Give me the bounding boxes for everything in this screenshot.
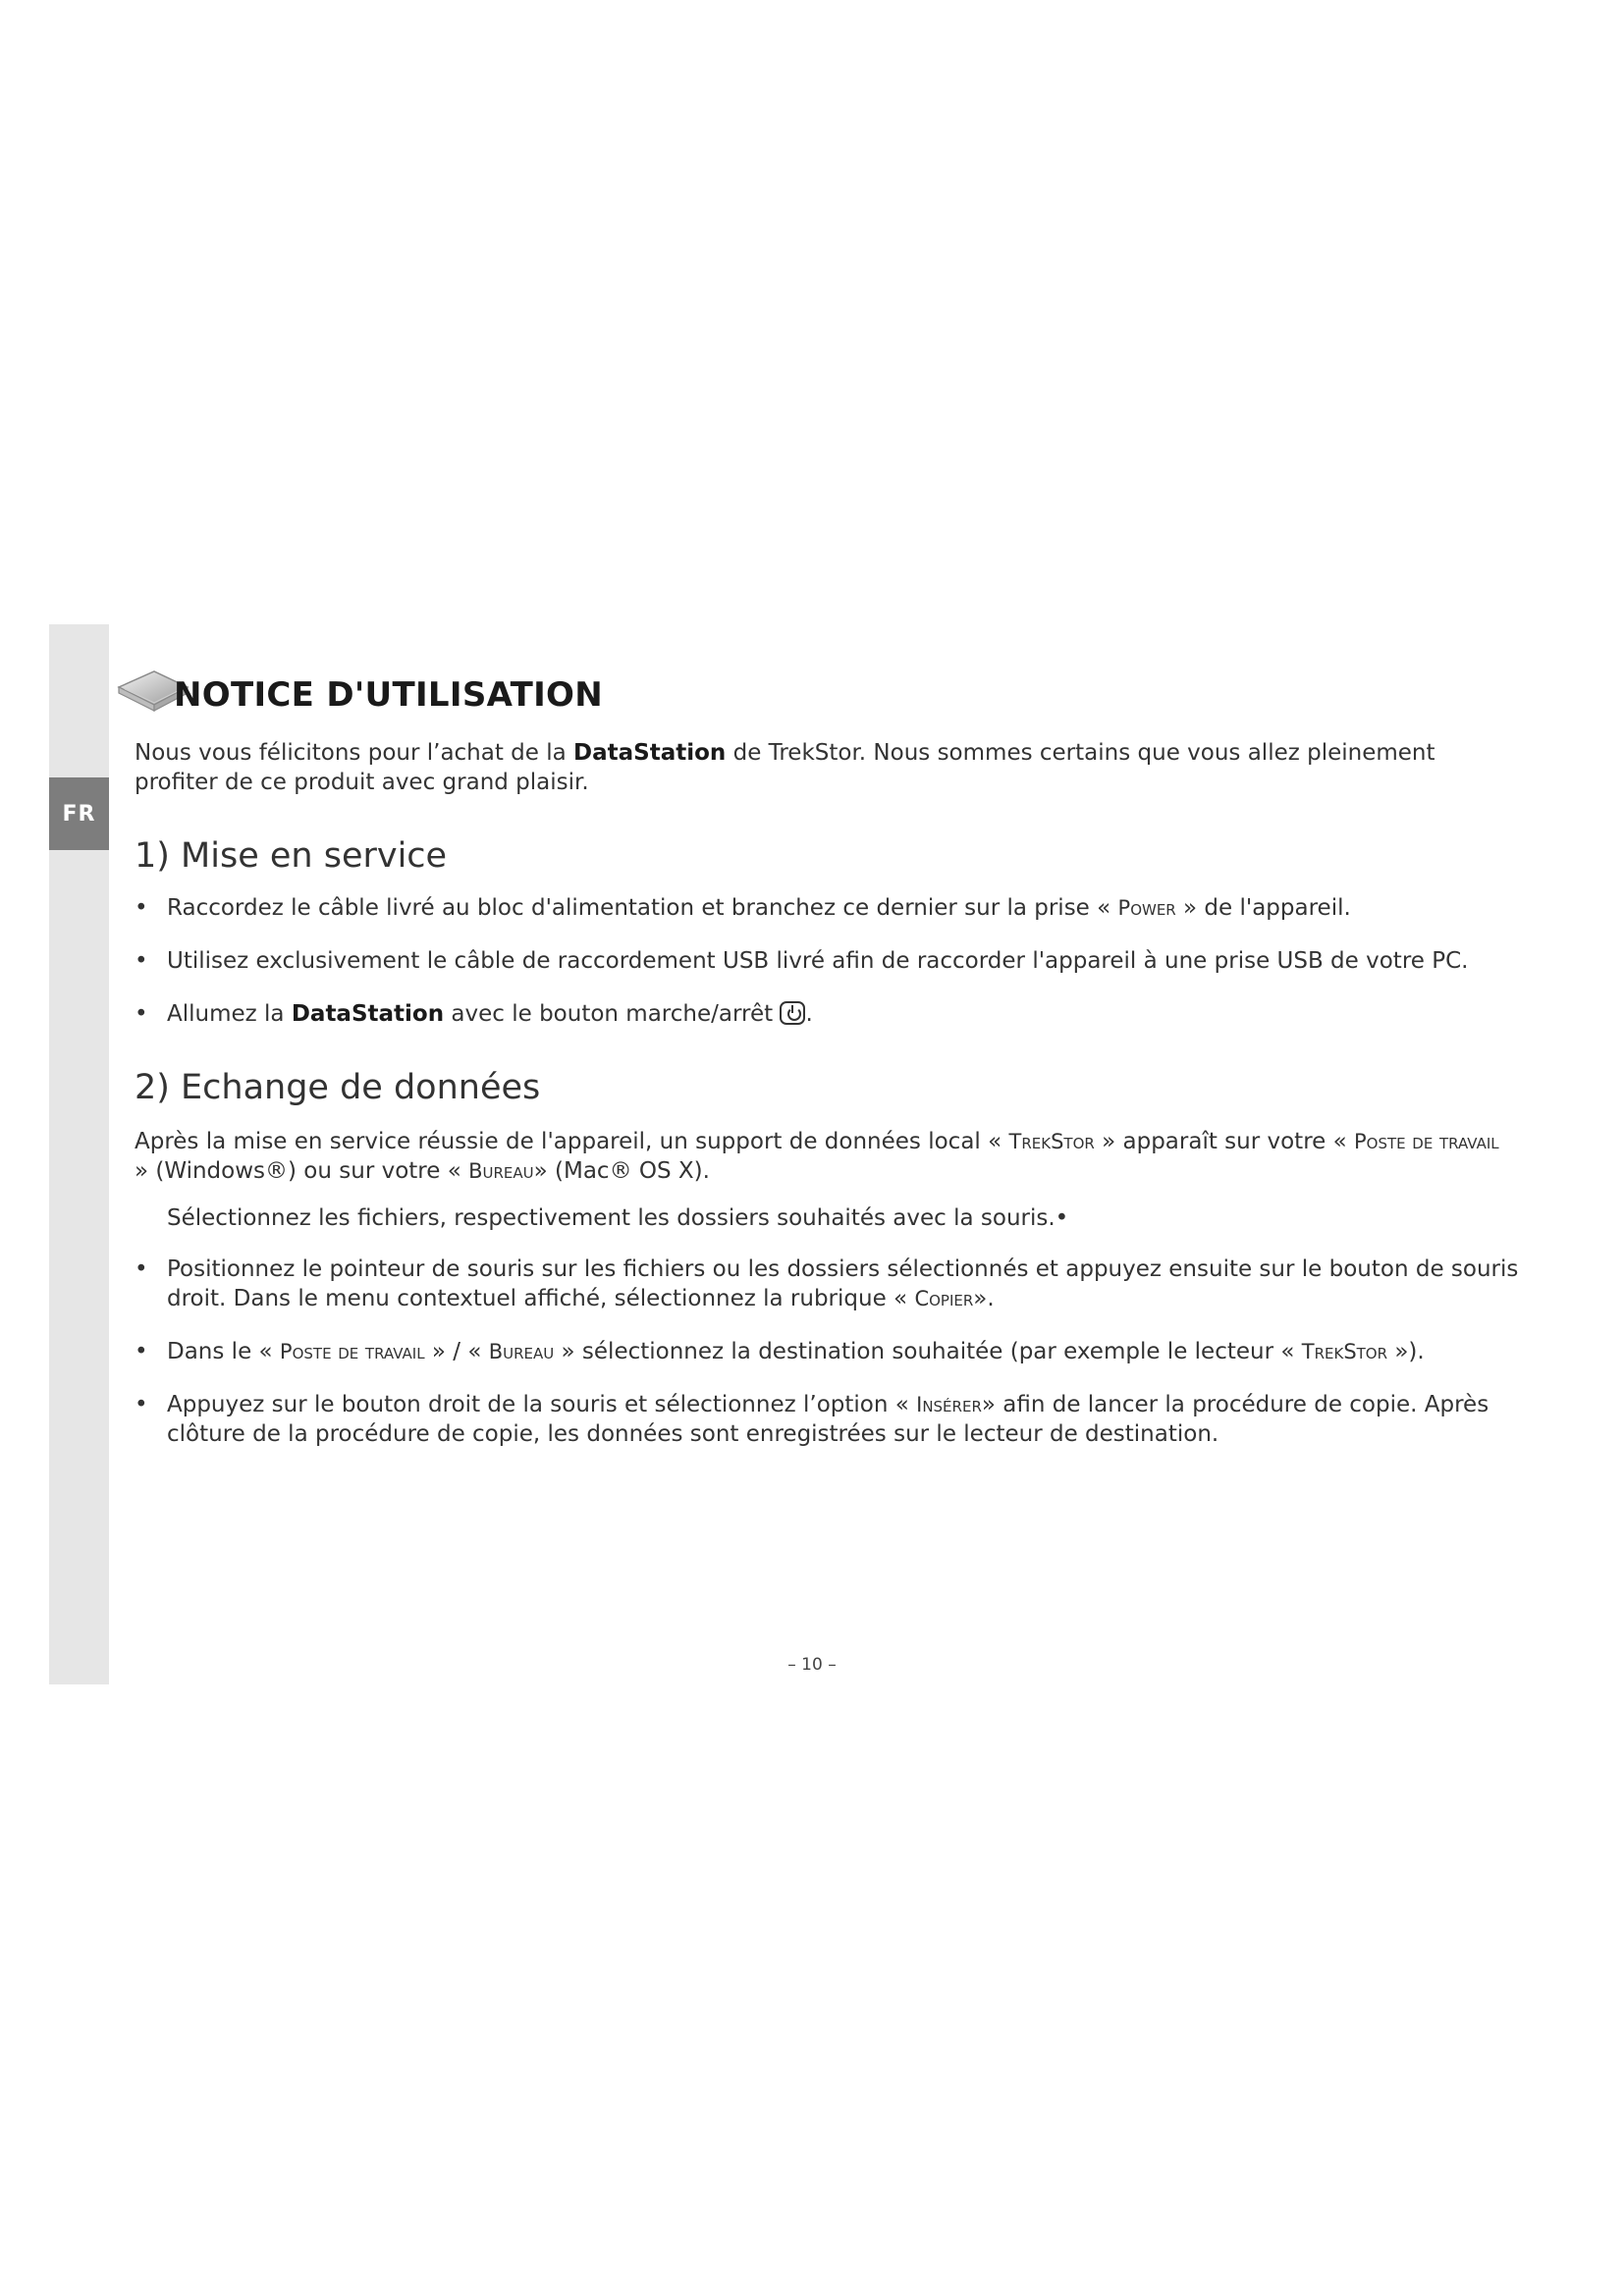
bullet: •	[135, 1001, 148, 1027]
bullet: •	[135, 895, 148, 921]
paragraph-text: Après la mise en service réussie de l'appareil, un support de données local «	[135, 1129, 1009, 1154]
page-title: NOTICE D'UTILISATION	[174, 675, 603, 715]
intro-text-2: de TrekStor. Nous sommes certains que vous allez pleinement profiter de ce produit avec grand plaisir.	[135, 740, 1435, 795]
list-item-text: Utilisez exclusivement le câble de raccordement USB livré afin de raccorder l'appareil à une prise USB de votre PC.	[167, 948, 1469, 974]
power-button-icon	[780, 1001, 805, 1025]
data-exchange-paragraph	[135, 1127, 1519, 1186]
list-item-text: Dans le «	[167, 1339, 280, 1364]
drive-label: TrekStor	[1301, 1340, 1388, 1363]
drive-label: TrekStor	[1008, 1130, 1095, 1153]
product-name: DataStation	[291, 1001, 445, 1027]
paste-label: Insérer	[916, 1393, 982, 1416]
workstation-label: Poste de travail	[279, 1340, 425, 1363]
list-item-text: Appuyez sur le bouton droit de la souris et sélectionnez l’option «	[167, 1392, 917, 1417]
intro-paragraph	[135, 738, 1519, 797]
list-item-text: avec le bouton marche/arrêt	[444, 1001, 781, 1027]
list-item-text: »).	[1387, 1339, 1425, 1364]
list-item	[135, 1390, 1519, 1449]
copy-label: Copier	[914, 1287, 974, 1310]
list-item	[135, 1255, 1519, 1313]
section-heading-data-exchange: 2) Echange de données	[135, 1068, 541, 1107]
list-item-text: » de l'appareil.	[1175, 895, 1351, 921]
bullet: •	[135, 1339, 148, 1364]
intro-product-name: DataStation	[573, 740, 727, 766]
bullet: •	[135, 1256, 148, 1282]
list-item	[135, 1337, 1519, 1366]
desktop-label: Bureau	[488, 1340, 555, 1363]
list-item	[135, 999, 1519, 1029]
language-tab-label: FR	[62, 801, 96, 827]
workstation-label: Poste de travail	[1354, 1130, 1499, 1153]
paragraph-text: » (Mac® OS X).	[533, 1158, 710, 1184]
language-tab	[49, 777, 109, 850]
list-item-text: » sélectionnez la destination souhaitée (par exemple le lecteur «	[554, 1339, 1302, 1364]
list-item-text: Allumez la	[167, 1001, 292, 1027]
data-exchange-list	[135, 1255, 1519, 1449]
page-number: – 10 –	[787, 1655, 837, 1675]
list-item-text: » / «	[424, 1339, 489, 1364]
paragraph-text: » (Windows®) ou sur votre «	[135, 1158, 469, 1184]
list-item-text: ».	[973, 1286, 995, 1311]
setup-list	[135, 893, 1519, 1029]
power-label: Power	[1117, 896, 1176, 920]
list-item-text: » afin de lancer la procédure de copie. Après clôture de la procédure de copie, les données sont enregistrées sur le lecteur de destination.	[167, 1392, 1489, 1447]
list-item	[135, 893, 1519, 923]
bullet: •	[135, 1392, 148, 1417]
paragraph-text: » apparaît sur votre «	[1094, 1129, 1354, 1154]
intro-text-1: Nous vous félicitons pour l’achat de la	[135, 740, 574, 766]
section-heading-setup: 1) Mise en service	[135, 836, 448, 876]
list-item-text: Raccordez le câble livré au bloc d'alimentation et branchez ce dernier sur la prise «	[167, 895, 1118, 921]
title-row	[135, 666, 1519, 724]
list-item	[135, 946, 1519, 976]
desktop-label: Bureau	[468, 1159, 534, 1183]
bullet: •	[135, 948, 148, 974]
page-content	[135, 666, 1519, 1472]
select-files-step: Sélectionnez les fichiers, respectivement les dossiers souhaités avec la souris.•	[167, 1205, 1069, 1231]
list-item-text: .	[805, 1001, 813, 1027]
list-item-text: Positionnez le pointeur de souris sur les fichiers ou les dossiers sélectionnés et appuyez ensuite sur le bouton de souris droit. Dans le menu contextuel affiché, sélectionnez la rubrique «	[167, 1256, 1519, 1311]
